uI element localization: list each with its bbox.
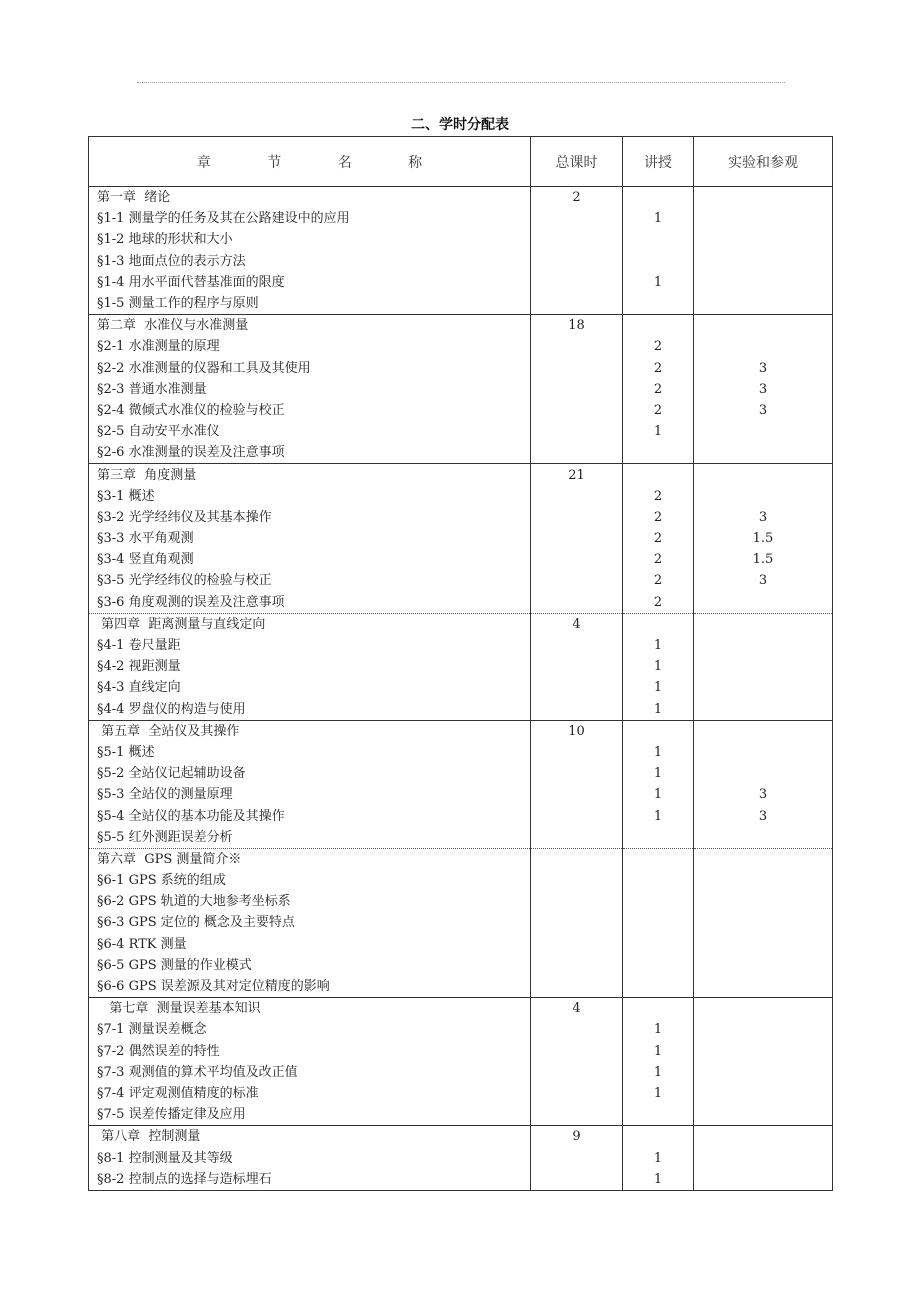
chapter-row bbox=[89, 464, 833, 486]
section-row bbox=[89, 549, 833, 570]
cell-name: §5-4 全站仪的基本功能及其操作 bbox=[89, 805, 531, 826]
cell-name: §3-6 角度观测的误差及注意事项 bbox=[89, 592, 531, 614]
cell-lecture-hours: 2 bbox=[623, 592, 694, 614]
cell-total-hours bbox=[531, 784, 623, 805]
cell-lab-hours bbox=[694, 613, 833, 635]
section-row bbox=[89, 251, 833, 272]
cell-name: §8-1 控制测量及其等级 bbox=[89, 1147, 531, 1168]
cell-lecture-hours bbox=[623, 998, 694, 1020]
cell-name: §7-5 误差传播定律及应用 bbox=[89, 1104, 531, 1126]
table-body bbox=[89, 187, 833, 1191]
section-row bbox=[89, 891, 833, 912]
cell-total-hours bbox=[531, 358, 623, 379]
cell-lab-hours bbox=[694, 912, 833, 933]
chapter-row bbox=[89, 720, 833, 742]
section-row bbox=[89, 912, 833, 933]
cell-lab-hours bbox=[694, 229, 833, 250]
cell-total-hours bbox=[531, 251, 623, 272]
cell-name: §2-1 水准测量的原理 bbox=[89, 336, 531, 357]
cell-lab-hours: 3 bbox=[694, 400, 833, 421]
cell-name: §5-3 全站仪的测量原理 bbox=[89, 784, 531, 805]
cell-lab-hours bbox=[694, 934, 833, 955]
cell-total-hours bbox=[531, 528, 623, 549]
cell-lecture-hours: 2 bbox=[623, 486, 694, 507]
cell-total-hours bbox=[531, 656, 623, 677]
cell-total-hours bbox=[531, 934, 623, 955]
cell-name: §4-1 卷尺量距 bbox=[89, 635, 531, 656]
cell-lecture-hours: 1 bbox=[623, 1083, 694, 1104]
cell-total-hours bbox=[531, 336, 623, 357]
cell-name: §7-2 偶然误差的特性 bbox=[89, 1041, 531, 1062]
section-row bbox=[89, 805, 833, 826]
cell-lab-hours bbox=[694, 251, 833, 272]
cell-lab-hours bbox=[694, 592, 833, 614]
cell-lecture-hours: 2 bbox=[623, 379, 694, 400]
cell-name: §6-4 RTK 测量 bbox=[89, 934, 531, 955]
cell-total-hours bbox=[531, 1041, 623, 1062]
cell-name: §6-6 GPS 误差源及其对定位精度的影响 bbox=[89, 976, 531, 998]
section-row bbox=[89, 1147, 833, 1168]
cell-lecture-hours: 2 bbox=[623, 507, 694, 528]
cell-lab-hours bbox=[694, 293, 833, 315]
cell-lecture-hours: 1 bbox=[623, 784, 694, 805]
cell-name: §2-3 普通水准测量 bbox=[89, 379, 531, 400]
section-row bbox=[89, 400, 833, 421]
cell-name: §5-5 红外测距误差分析 bbox=[89, 827, 531, 849]
cell-name: 第一章 绪论 bbox=[89, 187, 531, 209]
cell-lecture-hours: 1 bbox=[623, 763, 694, 784]
cell-total-hours bbox=[531, 805, 623, 826]
table-header-row bbox=[89, 137, 833, 187]
cell-total-hours: 4 bbox=[531, 613, 623, 635]
header-lecture-hours: 讲授 bbox=[623, 137, 694, 187]
cell-total-hours bbox=[531, 1147, 623, 1168]
section-row bbox=[89, 677, 833, 698]
chapter-row bbox=[89, 1126, 833, 1148]
cell-name: §2-4 微倾式水准仪的检验与校正 bbox=[89, 400, 531, 421]
cell-lab-hours bbox=[694, 827, 833, 849]
section-row bbox=[89, 272, 833, 293]
cell-total-hours bbox=[531, 1169, 623, 1191]
section-row bbox=[89, 507, 833, 528]
cell-lab-hours: 3 bbox=[694, 358, 833, 379]
cell-lecture-hours bbox=[623, 1126, 694, 1148]
cell-lab-hours bbox=[694, 1083, 833, 1104]
cell-lecture-hours: 2 bbox=[623, 528, 694, 549]
cell-total-hours bbox=[531, 912, 623, 933]
section-row bbox=[89, 1083, 833, 1104]
cell-total-hours bbox=[531, 379, 623, 400]
cell-name: 第四章 距离测量与直线定向 bbox=[89, 613, 531, 635]
cell-lecture-hours bbox=[623, 442, 694, 464]
cell-total-hours bbox=[531, 592, 623, 614]
cell-lecture-hours bbox=[623, 870, 694, 891]
cell-lecture-hours: 2 bbox=[623, 336, 694, 357]
cell-total-hours: 18 bbox=[531, 315, 623, 337]
cell-lab-hours bbox=[694, 208, 833, 229]
cell-lab-hours bbox=[694, 998, 833, 1020]
cell-name: §7-1 测量误差概念 bbox=[89, 1019, 531, 1040]
cell-lab-hours: 1.5 bbox=[694, 549, 833, 570]
cell-lab-hours: 3 bbox=[694, 507, 833, 528]
section-row bbox=[89, 592, 833, 614]
cell-lecture-hours: 1 bbox=[623, 742, 694, 763]
section-row bbox=[89, 742, 833, 763]
section-row bbox=[89, 827, 833, 849]
cell-lecture-hours: 1 bbox=[623, 1019, 694, 1040]
cell-lecture-hours: 1 bbox=[623, 1147, 694, 1168]
cell-lecture-hours bbox=[623, 827, 694, 849]
section-row bbox=[89, 1062, 833, 1083]
cell-lecture-hours bbox=[623, 848, 694, 870]
cell-total-hours bbox=[531, 570, 623, 591]
cell-lab-hours bbox=[694, 742, 833, 763]
section-row bbox=[89, 358, 833, 379]
cell-lab-hours bbox=[694, 1147, 833, 1168]
cell-name: §3-5 光学经纬仪的检验与校正 bbox=[89, 570, 531, 591]
cell-lecture-hours bbox=[623, 976, 694, 998]
section-row bbox=[89, 1169, 833, 1191]
cell-lab-hours bbox=[694, 272, 833, 293]
cell-lecture-hours bbox=[623, 955, 694, 976]
cell-name: 第七章 测量误差基本知识 bbox=[89, 998, 531, 1020]
cell-lab-hours: 3 bbox=[694, 784, 833, 805]
cell-total-hours bbox=[531, 1019, 623, 1040]
cell-total-hours bbox=[531, 870, 623, 891]
cell-name: §1-4 用水平面代替基准面的限度 bbox=[89, 272, 531, 293]
cell-total-hours bbox=[531, 229, 623, 250]
cell-lecture-hours: 1 bbox=[623, 677, 694, 698]
cell-total-hours bbox=[531, 293, 623, 315]
cell-lab-hours bbox=[694, 891, 833, 912]
cell-total-hours bbox=[531, 635, 623, 656]
cell-lab-hours: 3 bbox=[694, 570, 833, 591]
cell-name: §7-3 观测值的算术平均值及改正值 bbox=[89, 1062, 531, 1083]
cell-lab-hours bbox=[694, 187, 833, 209]
cell-lab-hours bbox=[694, 442, 833, 464]
cell-name: 第三章 角度测量 bbox=[89, 464, 531, 486]
cell-lecture-hours: 1 bbox=[623, 699, 694, 721]
cell-name: §6-1 GPS 系统的组成 bbox=[89, 870, 531, 891]
cell-name: 第五章 全站仪及其操作 bbox=[89, 720, 531, 742]
cell-lab-hours bbox=[694, 486, 833, 507]
cell-total-hours bbox=[531, 549, 623, 570]
cell-total-hours: 2 bbox=[531, 187, 623, 209]
chapter-row bbox=[89, 315, 833, 337]
section-row bbox=[89, 763, 833, 784]
cell-total-hours bbox=[531, 421, 623, 442]
cell-total-hours bbox=[531, 976, 623, 998]
cell-total-hours bbox=[531, 208, 623, 229]
cell-total-hours bbox=[531, 955, 623, 976]
section-row bbox=[89, 570, 833, 591]
cell-total-hours bbox=[531, 699, 623, 721]
cell-lecture-hours bbox=[623, 251, 694, 272]
section-row bbox=[89, 229, 833, 250]
cell-name: §3-1 概述 bbox=[89, 486, 531, 507]
cell-total-hours: 10 bbox=[531, 720, 623, 742]
cell-lab-hours bbox=[694, 699, 833, 721]
cell-lecture-hours: 1 bbox=[623, 805, 694, 826]
cell-lecture-hours: 2 bbox=[623, 570, 694, 591]
cell-lecture-hours: 1 bbox=[623, 421, 694, 442]
cell-lab-hours: 3 bbox=[694, 379, 833, 400]
cell-lecture-hours bbox=[623, 912, 694, 933]
cell-total-hours bbox=[531, 272, 623, 293]
section-row bbox=[89, 208, 833, 229]
cell-lecture-hours bbox=[623, 720, 694, 742]
cell-name: §6-2 GPS 轨道的大地参考坐标系 bbox=[89, 891, 531, 912]
header-chapter-name: 章 节 名 称 bbox=[89, 137, 531, 187]
cell-total-hours bbox=[531, 1104, 623, 1126]
section-row bbox=[89, 955, 833, 976]
cell-lecture-hours bbox=[623, 1104, 694, 1126]
cell-name: §8-2 控制点的选择与造标埋石 bbox=[89, 1169, 531, 1191]
chapter-row bbox=[89, 998, 833, 1020]
cell-lab-hours bbox=[694, 1041, 833, 1062]
cell-lab-hours bbox=[694, 464, 833, 486]
cell-name: §4-3 直线定向 bbox=[89, 677, 531, 698]
section-row bbox=[89, 699, 833, 721]
hours-allocation-table bbox=[88, 136, 833, 1191]
cell-total-hours bbox=[531, 1083, 623, 1104]
cell-lab-hours bbox=[694, 1104, 833, 1126]
cell-name: §2-2 水准测量的仪器和工具及其使用 bbox=[89, 358, 531, 379]
cell-name: §3-3 水平角观测 bbox=[89, 528, 531, 549]
cell-name: §5-2 全站仪记起辅助设备 bbox=[89, 763, 531, 784]
cell-lab-hours bbox=[694, 955, 833, 976]
cell-lab-hours bbox=[694, 315, 833, 337]
cell-total-hours bbox=[531, 763, 623, 784]
cell-name: §7-4 评定观测值精度的标准 bbox=[89, 1083, 531, 1104]
cell-total-hours bbox=[531, 677, 623, 698]
header-rule bbox=[137, 82, 785, 83]
cell-lecture-hours bbox=[623, 187, 694, 209]
cell-lecture-hours: 2 bbox=[623, 358, 694, 379]
section-row bbox=[89, 934, 833, 955]
cell-name: §1-1 测量学的任务及其在公路建设中的应用 bbox=[89, 208, 531, 229]
section-row bbox=[89, 1104, 833, 1126]
cell-total-hours bbox=[531, 1062, 623, 1083]
section-row bbox=[89, 528, 833, 549]
section-row bbox=[89, 336, 833, 357]
cell-lecture-hours: 1 bbox=[623, 656, 694, 677]
cell-total-hours bbox=[531, 742, 623, 763]
section-row bbox=[89, 1019, 833, 1040]
cell-lecture-hours bbox=[623, 613, 694, 635]
cell-total-hours bbox=[531, 848, 623, 870]
cell-lab-hours bbox=[694, 656, 833, 677]
section-row bbox=[89, 870, 833, 891]
cell-lab-hours bbox=[694, 1126, 833, 1148]
section-row bbox=[89, 442, 833, 464]
section-row bbox=[89, 421, 833, 442]
cell-lecture-hours bbox=[623, 934, 694, 955]
section-row bbox=[89, 379, 833, 400]
section-row bbox=[89, 635, 833, 656]
cell-lab-hours bbox=[694, 336, 833, 357]
cell-name: §3-4 竖直角观测 bbox=[89, 549, 531, 570]
cell-lab-hours bbox=[694, 421, 833, 442]
chapter-row bbox=[89, 613, 833, 635]
cell-lab-hours bbox=[694, 677, 833, 698]
header-total-hours: 总课时 bbox=[531, 137, 623, 187]
chapter-row bbox=[89, 187, 833, 209]
cell-name: §1-5 测量工作的程序与原则 bbox=[89, 293, 531, 315]
cell-name: §6-5 GPS 测量的作业模式 bbox=[89, 955, 531, 976]
cell-name: §2-6 水准测量的误差及注意事项 bbox=[89, 442, 531, 464]
cell-name: §1-2 地球的形状和大小 bbox=[89, 229, 531, 250]
page-title: 二、学时分配表 bbox=[411, 117, 509, 133]
cell-total-hours bbox=[531, 891, 623, 912]
cell-name: §6-3 GPS 定位的 概念及主要特点 bbox=[89, 912, 531, 933]
cell-lab-hours bbox=[694, 763, 833, 784]
cell-name: §4-4 罗盘仪的构造与使用 bbox=[89, 699, 531, 721]
cell-lecture-hours bbox=[623, 293, 694, 315]
cell-total-hours: 9 bbox=[531, 1126, 623, 1148]
cell-name: §5-1 概述 bbox=[89, 742, 531, 763]
section-row bbox=[89, 486, 833, 507]
section-row bbox=[89, 784, 833, 805]
cell-name: 第二章 水准仪与水准测量 bbox=[89, 315, 531, 337]
cell-lab-hours bbox=[694, 635, 833, 656]
cell-lab-hours bbox=[694, 848, 833, 870]
section-row bbox=[89, 656, 833, 677]
chapter-row bbox=[89, 848, 833, 870]
cell-lab-hours bbox=[694, 1019, 833, 1040]
cell-lab-hours: 1.5 bbox=[694, 528, 833, 549]
cell-name: 第六章 GPS 测量简介※ bbox=[89, 848, 531, 870]
cell-lecture-hours: 1 bbox=[623, 208, 694, 229]
cell-total-hours bbox=[531, 442, 623, 464]
cell-lecture-hours: 1 bbox=[623, 635, 694, 656]
cell-lecture-hours: 1 bbox=[623, 1062, 694, 1083]
cell-total-hours bbox=[531, 827, 623, 849]
cell-lab-hours bbox=[694, 1169, 833, 1191]
cell-lecture-hours: 1 bbox=[623, 1041, 694, 1062]
cell-lecture-hours: 2 bbox=[623, 549, 694, 570]
section-row bbox=[89, 1041, 833, 1062]
cell-name: 第八章 控制测量 bbox=[89, 1126, 531, 1148]
cell-total-hours: 21 bbox=[531, 464, 623, 486]
cell-total-hours: 4 bbox=[531, 998, 623, 1020]
cell-lab-hours bbox=[694, 870, 833, 891]
header-lab-visit-hours: 实验和参观 bbox=[694, 137, 833, 187]
cell-name: §4-2 视距测量 bbox=[89, 656, 531, 677]
cell-name: §1-3 地面点位的表示方法 bbox=[89, 251, 531, 272]
cell-lab-hours bbox=[694, 720, 833, 742]
section-row bbox=[89, 976, 833, 998]
cell-lab-hours: 3 bbox=[694, 805, 833, 826]
cell-lecture-hours bbox=[623, 891, 694, 912]
cell-total-hours bbox=[531, 507, 623, 528]
section-row bbox=[89, 293, 833, 315]
cell-name: §2-5 自动安平水准仪 bbox=[89, 421, 531, 442]
cell-lecture-hours: 2 bbox=[623, 400, 694, 421]
cell-lecture-hours bbox=[623, 315, 694, 337]
cell-total-hours bbox=[531, 400, 623, 421]
cell-lecture-hours bbox=[623, 464, 694, 486]
cell-lecture-hours: 1 bbox=[623, 272, 694, 293]
cell-lecture-hours bbox=[623, 229, 694, 250]
cell-lab-hours bbox=[694, 1062, 833, 1083]
cell-name: §3-2 光学经纬仪及其基本操作 bbox=[89, 507, 531, 528]
cell-lab-hours bbox=[694, 976, 833, 998]
cell-total-hours bbox=[531, 486, 623, 507]
cell-lecture-hours: 1 bbox=[623, 1169, 694, 1191]
